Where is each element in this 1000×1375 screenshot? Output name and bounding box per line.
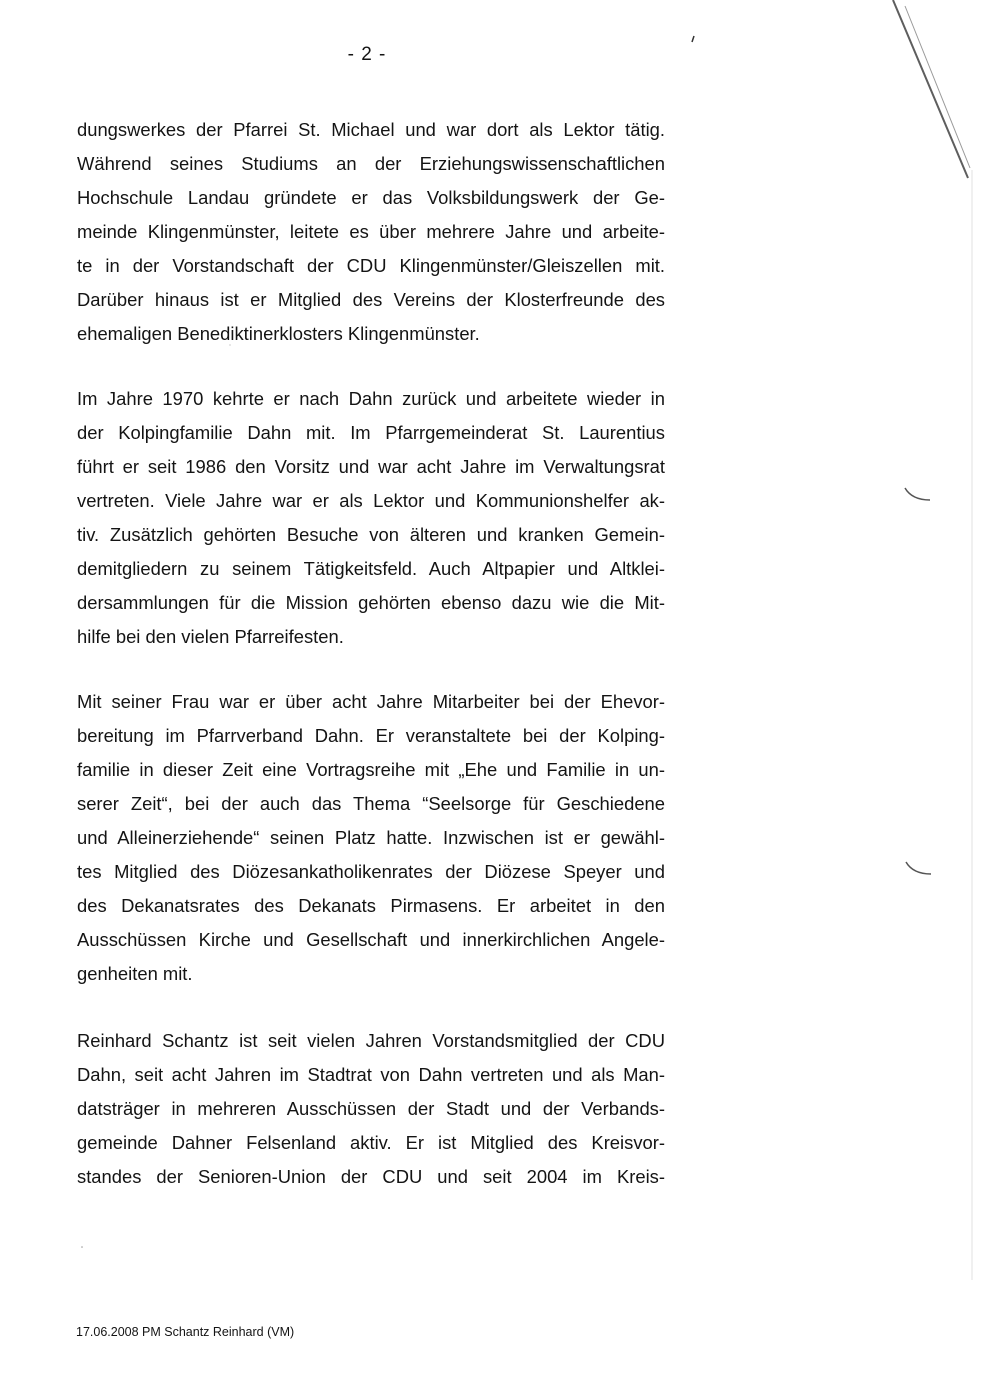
punch-mark-lower <box>906 862 931 874</box>
speck-mark <box>692 36 694 42</box>
text-line: Reinhard Schantz ist seit vielen Jahren Vorstandsmitglied der CDU <box>77 1030 665 1051</box>
text-line: gemeinde Dahner Felsenland aktiv. Er ist Mitglied des Kreisvor- <box>77 1132 665 1153</box>
page-number: - 2 - <box>347 44 387 65</box>
paragraph-4 <box>77 1024 665 1194</box>
punch-mark-upper <box>905 488 930 500</box>
text-line: datsträger in mehreren Ausschüssen der Stadt und der Verbands- <box>77 1098 665 1119</box>
text-line: ehemaligen Benediktinerklosters Klingenmünster. <box>77 323 480 344</box>
text-line: familie in dieser Zeit eine Vortragsreihe mit „Ehe und Familie in un- <box>77 759 665 780</box>
text-line: Mit seiner Frau war er über acht Jahre Mitarbeiter bei der Ehevor- <box>77 691 665 712</box>
fold-line-shadow <box>905 6 970 168</box>
text-line: vertreten. Viele Jahre war er als Lektor und Kommunionshelfer ak- <box>77 490 665 511</box>
text-line: und Alleinerziehende“ seinen Platz hatte. Inzwischen ist er gewähl- <box>77 827 665 848</box>
paragraph-1 <box>77 113 665 351</box>
text-line: Dahn, seit acht Jahren im Stadtrat von Dahn vertreten und als Man- <box>77 1064 665 1085</box>
text-line: tes Mitglied des Diözesankatholikenrates der Diözese Speyer und <box>77 861 665 882</box>
paragraph-3 <box>77 685 665 991</box>
text-line: Während seines Studiums an der Erziehungswissenschaftlichen <box>77 153 665 174</box>
text-line: te in der Vorstandschaft der CDU Klingenmünster/Gleiszellen mit. <box>77 255 665 276</box>
text-line: serer Zeit“, bei der auch das Thema “Seelsorge für Geschiedene <box>77 793 665 814</box>
text-line: demitgliedern zu seinem Tätigkeitsfeld. Auch Altpapier und Altklei- <box>77 558 665 579</box>
fold-line <box>893 0 968 178</box>
text-line: des Dekanatsrates des Dekanats Pirmasens. Er arbeitet in den <box>77 895 665 916</box>
text-line: der Kolpingfamilie Dahn mit. Im Pfarrgemeinderat St. Laurentius <box>77 422 665 443</box>
text-line: dersammlungen für die Mission gehörten ebenso dazu wie die Mit- <box>77 592 665 613</box>
text-line: dungswerkes der Pfarrei St. Michael und war dort als Lektor tätig. <box>77 119 665 140</box>
text-line: genheiten mit. <box>77 963 193 984</box>
text-line: Darüber hinaus ist er Mitglied des Vereins der Klosterfreunde des <box>77 289 665 310</box>
text-line: führt er seit 1986 den Vorsitz und war acht Jahre im Verwaltungsrat <box>77 456 665 477</box>
speck-dot <box>81 1246 83 1248</box>
text-line: hilfe bei den vielen Pfarreifesten. <box>77 626 344 647</box>
text-line: tiv. Zusätzlich gehörten Besuche von älteren und kranken Gemein- <box>77 524 665 545</box>
paragraph-2 <box>77 382 665 654</box>
text-line: standes der Senioren-Union der CDU und seit 2004 im Kreis- <box>77 1166 665 1187</box>
text-line: bereitung im Pfarrverband Dahn. Er veranstaltete bei der Kolping- <box>77 725 665 746</box>
footer-note: 17.06.2008 PM Schantz Reinhard (VM) <box>76 1325 295 1339</box>
text-line: Im Jahre 1970 kehrte er nach Dahn zurück und arbeitete wieder in <box>77 388 665 409</box>
text-line: Ausschüssen Kirche und Gesellschaft und innerkirchlichen Angele- <box>77 929 665 950</box>
text-line: Hochschule Landau gründete er das Volksbildungswerk der Ge- <box>77 187 665 208</box>
text-line: meinde Klingenmünster, leitete es über mehrere Jahre und arbeite- <box>77 221 665 242</box>
